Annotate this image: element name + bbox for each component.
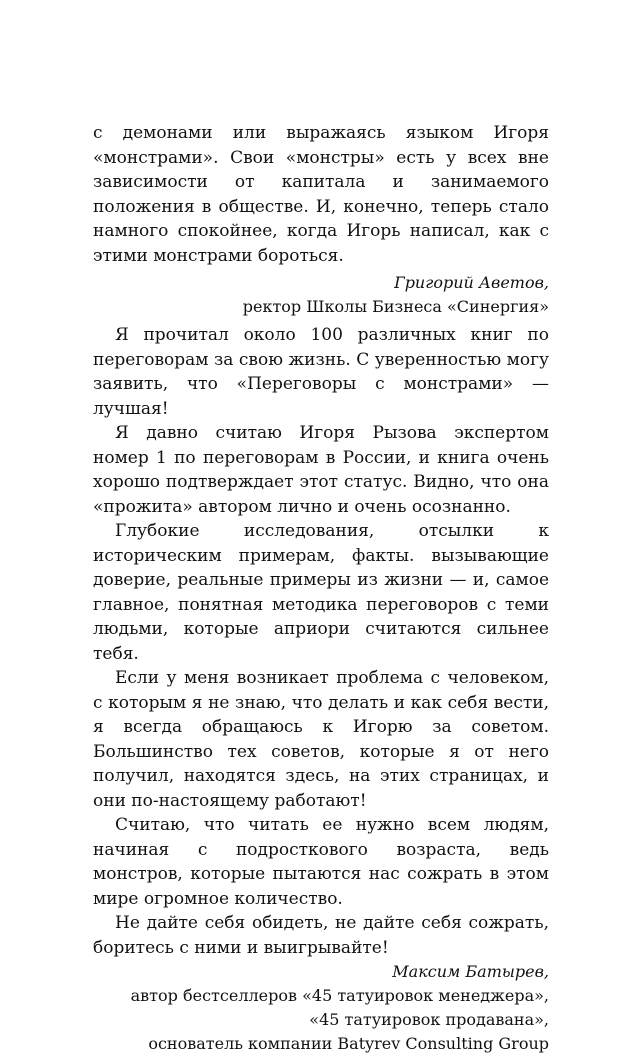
- review-batyrev-paragraph-5: Считаю, что читать ее нужно всем людям, начиная с подросткового возраста, ведь монстров, которые пытаются нас сожрать в этом мире огромное количество.: [93, 815, 549, 909]
- review-batyrev-paragraph-2: Я давно считаю Игоря Рызова экспертом номер 1 по переговорам в России, и книга очень хорошо подтверждает этот статус. Видно, что она «прожита» автором лично и очень осознанно.: [93, 423, 549, 517]
- review-batyrev-paragraph-6: Не дайте себя обидеть, не дайте себя сожрать, боритесь с ними и выигрывайте!: [93, 913, 549, 958]
- review-batyrev-author-title-2: «45 татуировок продавана»,: [309, 1010, 549, 1029]
- review-avetov-signature: [93, 271, 549, 319]
- review-batyrev-author-title-1: автор бестселлеров «45 татуировок менеджера»,: [130, 986, 549, 1005]
- review-avetov-paragraph-1: с демонами или выражаясь языком Игоря «монстрами». Свои «монстры» есть у всех вне зависимости от капитала и занимаемого положения в обществе. И, конечно, теперь стало намного спокойнее, когда Игорь написал, как с этими монстрами бороться.: [93, 123, 549, 266]
- review-avetov-author-title: ректор Школы Бизнеса «Синергия»: [242, 297, 549, 316]
- review-batyrev-author-name: Максим Батырев,: [392, 962, 549, 981]
- review-batyrev-author-title-3: основатель компании Batyrev Consulting Group: [148, 1034, 549, 1053]
- review-batyrev: [93, 323, 549, 1056]
- review-batyrev-signature: [93, 960, 549, 1056]
- review-avetov: [93, 121, 549, 319]
- review-batyrev-paragraph-1: Я прочитал около 100 различных книг по переговорам за свою жизнь. С уверенностью могу заявить, что «Переговоры с монстрами» — лучшая!: [93, 325, 549, 419]
- review-batyrev-paragraph-4: Если у меня возникает проблема с человеком, с которым я не знаю, что делать и как себя вести, я всегда обращаюсь к Игорю за советом. Большинство тех советов, которые я от него получил, находятся здесь, на этих страницах, и они по-настоящему работают!: [93, 668, 549, 811]
- review-avetov-author-name: Григорий Аветов,: [394, 273, 549, 292]
- review-batyrev-paragraph-3: Глубокие исследования, отсылки к историческим примерам, факты. вызывающие доверие, реальные примеры из жизни — и, самое главное, понятная методика переговоров с теми людьми, которые априори считаются сильнее тебя.: [93, 521, 549, 664]
